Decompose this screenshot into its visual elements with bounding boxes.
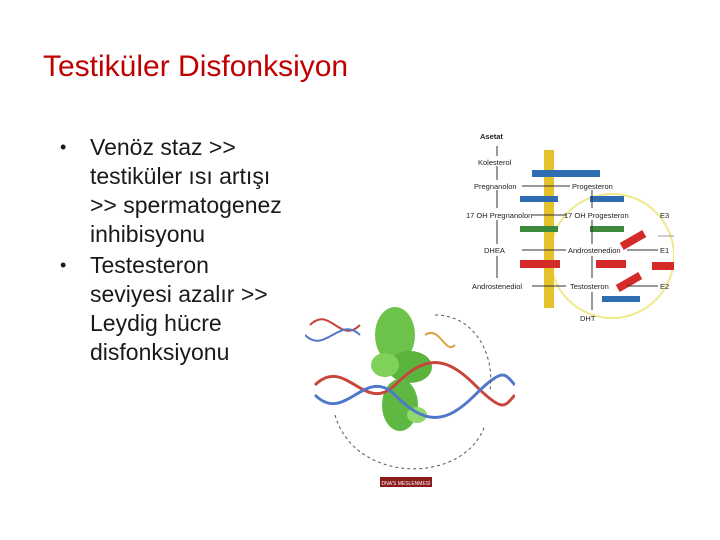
pathway-node-label: DHEA (484, 246, 505, 255)
pathway-node-label: E3 (660, 211, 670, 220)
pathway-node-label: Androstenedion (568, 246, 621, 255)
bullet-dot-icon: • (60, 255, 67, 275)
pathway-node-label: Testosteron (570, 282, 609, 291)
rna-strand (425, 333, 455, 347)
pathway-node-label: Kolesterol (478, 158, 512, 167)
pathway-node-label: E1 (660, 246, 670, 255)
bullet-item (58, 133, 318, 249)
bullet-line: inhibisyonu (90, 221, 206, 247)
pathway-node-label: 17 OH Progesteron (564, 211, 629, 220)
bullet-list (58, 133, 318, 369)
pathway-node-label: Androstenediol (472, 282, 523, 291)
bullet-line: disfonksiyonu (90, 339, 230, 365)
bullet-line: testiküler ısı artışı (90, 163, 271, 189)
pathway-node-label: 17 OH Pregnanolon (466, 211, 533, 220)
pathway-node-label: Pregnanolon (474, 182, 517, 191)
pathway-node-label: Asetat (480, 132, 503, 141)
bullet-line: Leydig hücre (90, 310, 222, 336)
pathway-node-label: Progesteron (572, 182, 613, 191)
bullet-item (58, 251, 318, 367)
bullet-line: >> spermatogenez (90, 192, 282, 218)
cycle-arc (435, 315, 491, 390)
pathway-node-label: E2 (660, 282, 670, 291)
protein-blob (371, 353, 399, 377)
bullet-line: Testesteron (90, 252, 209, 278)
pathway-node-label: DHT (580, 314, 596, 323)
bullet-line: seviyesi azalır >> (90, 281, 268, 307)
page-title: Testiküler Disfonksiyon (43, 50, 349, 83)
bullet-line: Venöz staz >> (90, 134, 236, 160)
gene-expression-figure (305, 295, 515, 495)
gene-figure-caption: DNA'S MESLENMESİ (381, 481, 431, 487)
bullet-dot-icon: • (60, 137, 67, 157)
protein-blob (382, 379, 418, 431)
